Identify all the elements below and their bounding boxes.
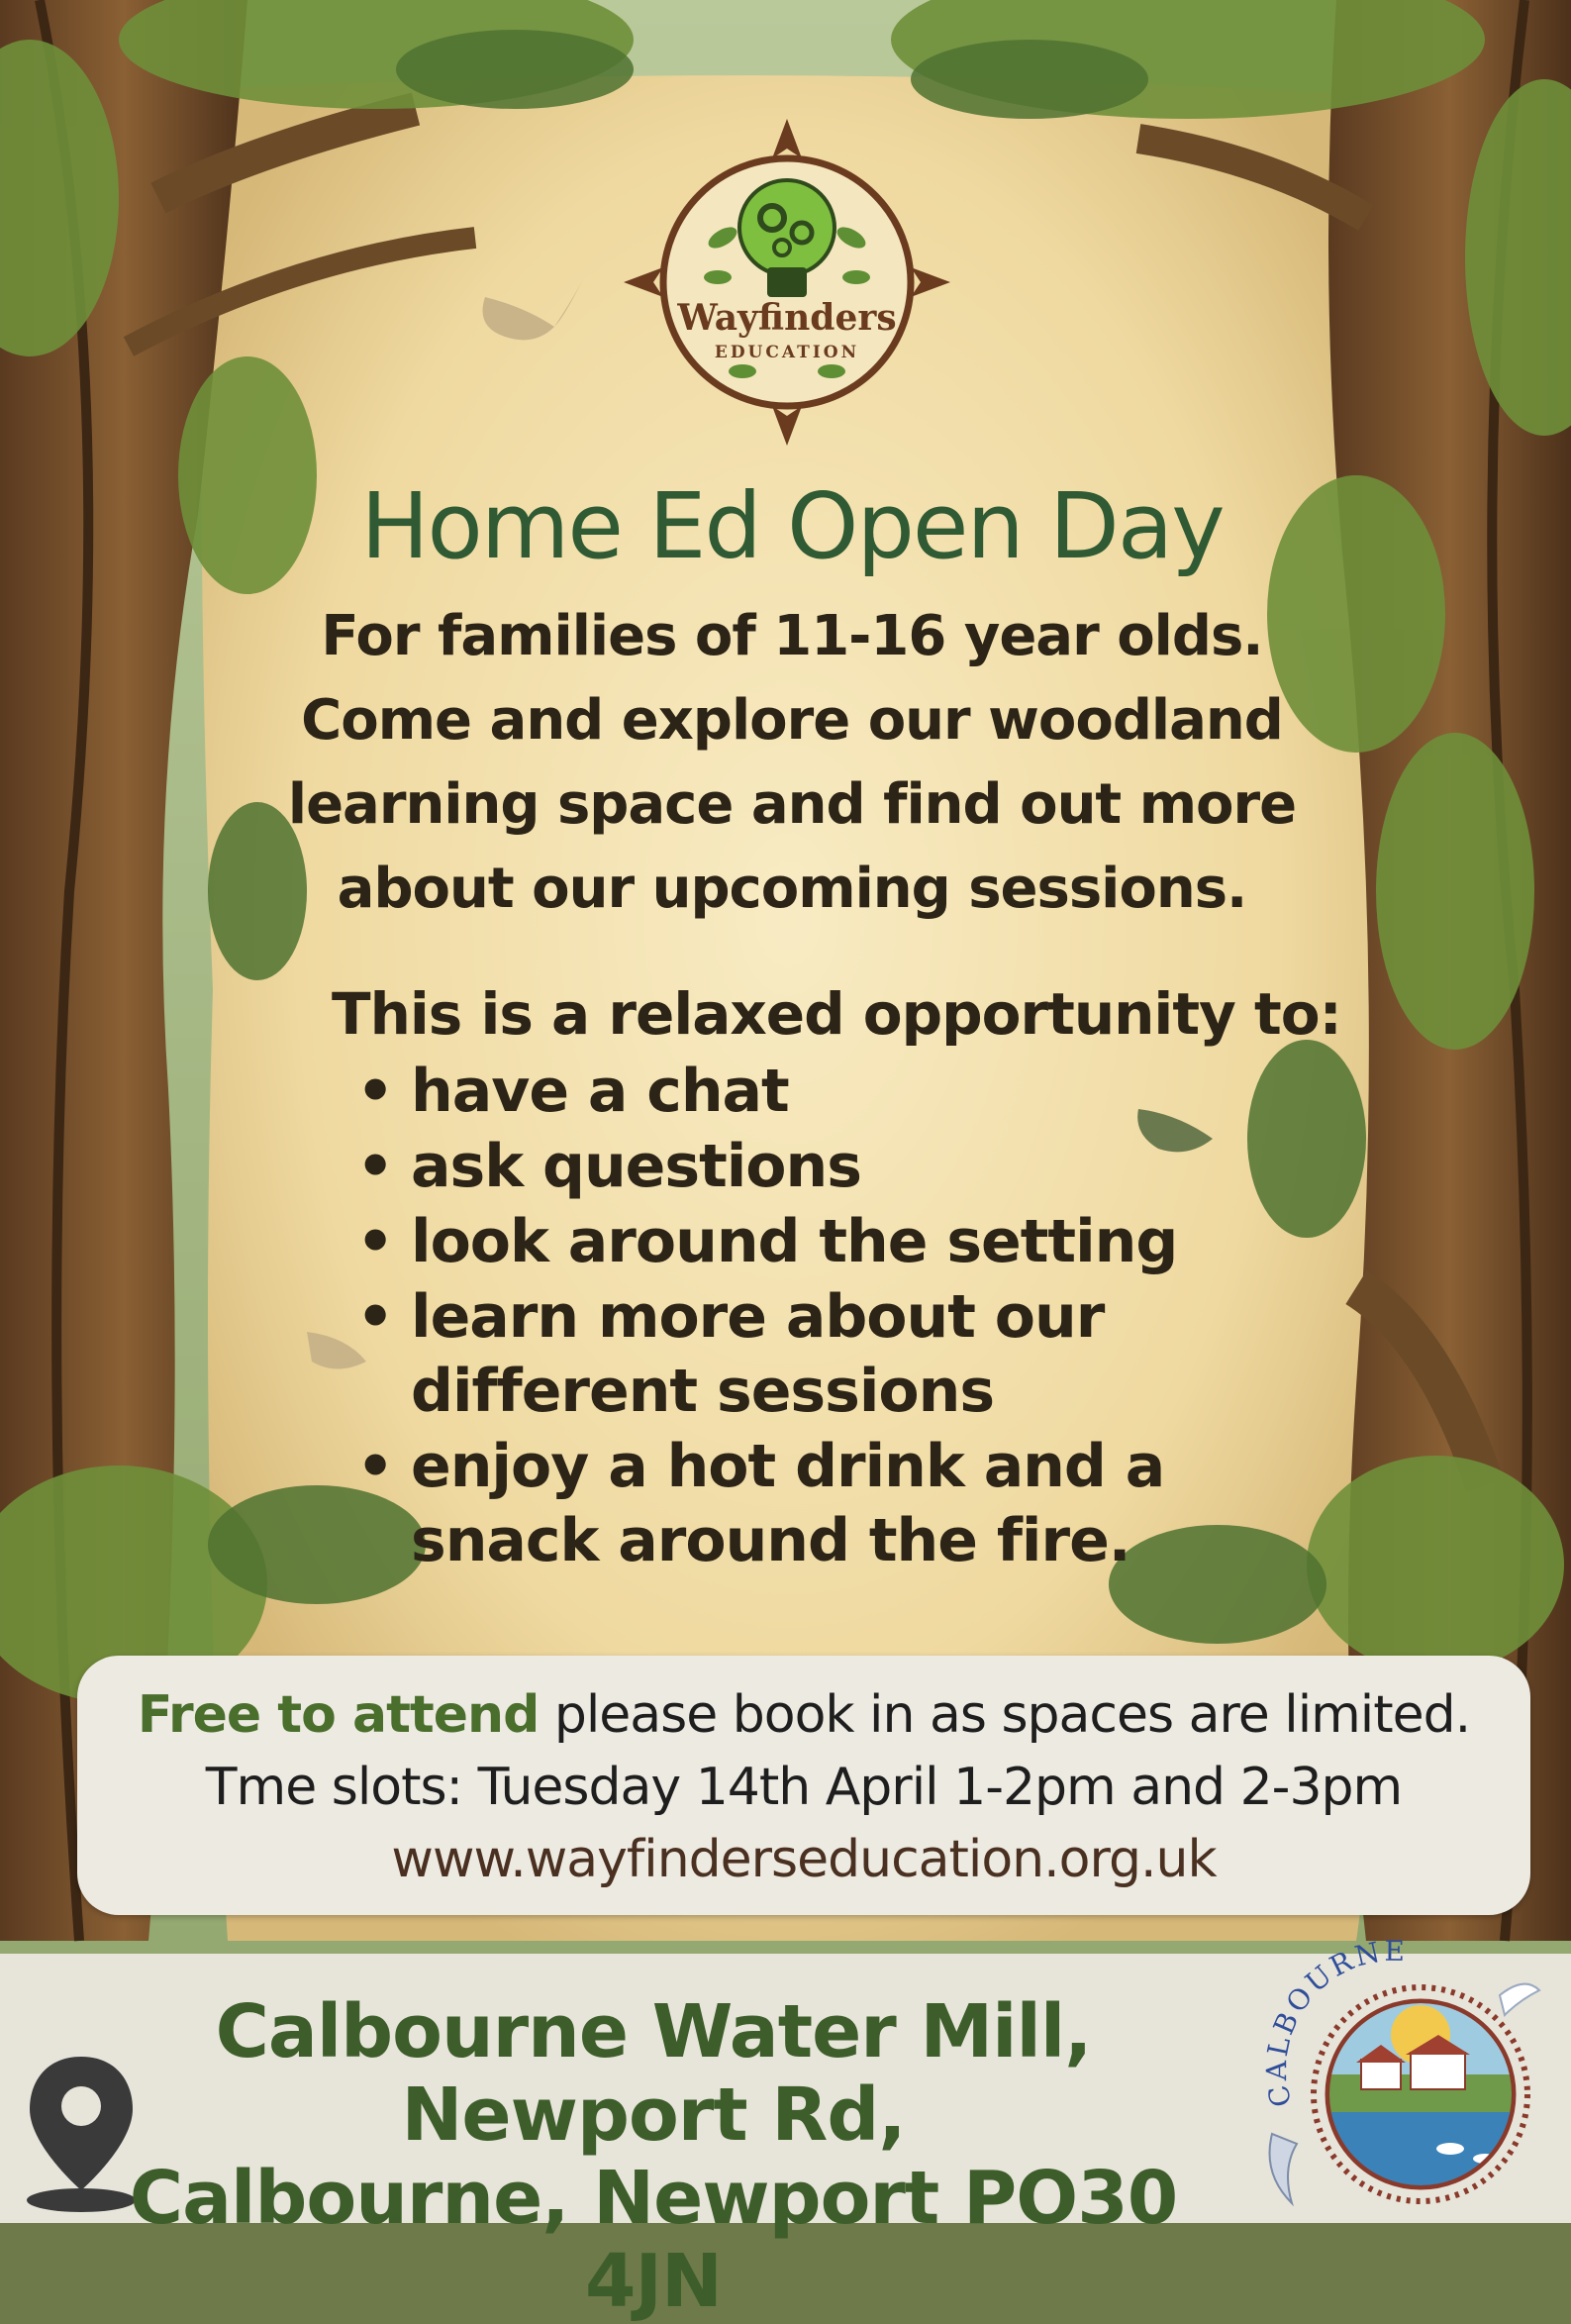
logo-emblem: [624, 119, 950, 446]
intro-line: Come and explore our woodland: [301, 688, 1283, 753]
booking-line: [77, 1685, 1530, 1745]
address-line-1: Calbourne Water Mill, Newport Rd,: [215, 1989, 1092, 2158]
opportunity-list: [356, 1055, 1351, 1578]
opportunity-heading: This is a relaxed opportunity to:: [332, 980, 1341, 1048]
intro-line: about our upcoming sessions.: [337, 857, 1247, 921]
intro-line: For families of 11-16 year olds.: [321, 604, 1263, 668]
list-item: • learn more about our different sessions: [356, 1280, 1351, 1429]
intro-text: [198, 594, 1386, 931]
address-line-2: Calbourne, Newport PO30 4JN: [129, 2156, 1178, 2324]
intro-line: learning space and find out more: [287, 772, 1297, 837]
time-slots: Tme slots: Tuesday 14th April 1-2pm and 2-3pm: [205, 1758, 1403, 1817]
free-to-attend: Free to attend: [137, 1685, 540, 1745]
seal-text: CALBOURNE: [1260, 1936, 1409, 2110]
logo-subtitle: EDUCATION: [714, 343, 860, 362]
venue-address: [59, 1990, 1247, 2323]
website-link[interactable]: www.wayfinderseducation.org.uk: [391, 1830, 1217, 1889]
calbourne-seal: [1252, 1936, 1544, 2218]
list-item: • enjoy a hot drink and a snack around the fire.: [356, 1430, 1351, 1578]
list-item: • look around the setting: [356, 1205, 1351, 1279]
list-item: • ask questions: [356, 1130, 1351, 1204]
page-title: Home Ed Open Day: [360, 473, 1224, 579]
logo-name: Wayfinders: [677, 297, 897, 339]
list-item: • have a chat: [356, 1055, 1351, 1129]
booking-note: please book in as spaces are limited.: [553, 1685, 1471, 1745]
booking-info-box: [77, 1656, 1530, 1915]
